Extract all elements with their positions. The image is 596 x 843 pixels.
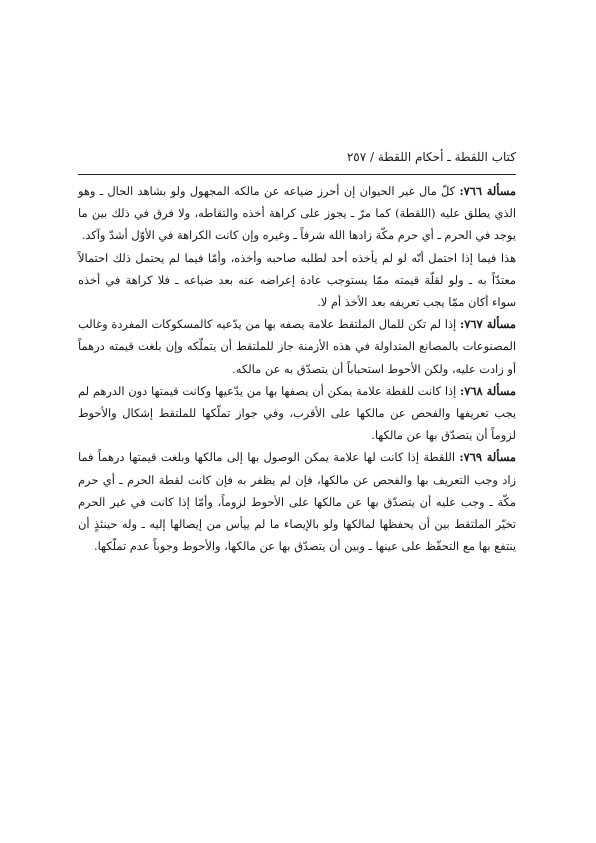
paragraph-text: كلّ مال غير الحيوان إن أحرز ضياعه عن مالكه المجهول ولو بشاهد الحال ـ وهو الذي يطلق عليه (اللقطة) كما مرّ ـ يجوز على كراهة أخذه والتقاطه، ولا فرق في ذلك بين ما يوجد في الحرم ـ أي حرم مكّة زادها الله شرفاً ـ وغيره وإن كانت الكراهة في الأوّل أشدّ وآكد.: [78, 184, 516, 243]
paragraph-text: إذا لم تكن للمال الملتقط علامة يصفه بها من يدّعيه كالمسكوكات المفردة وغالب المصنوعات بالمصانع المتداولة في هذه الأزمنة جاز للملتقط أن يتملّكه وإن بلغت قيمته درهماً أو زادت عليه، ولكن الأحوط استحباباً أن يتصدّق به عن مالكه.: [78, 317, 516, 376]
paragraph-issue-766: [78, 180, 516, 247]
header-rule: [78, 174, 516, 175]
paragraph-issue-767: [78, 313, 516, 380]
issue-label: مسألة ٧٦٩:: [459, 450, 517, 465]
paragraph-text: إذا كانت للقطة علامة يمكن أن يصفها بها من يدّعيها وكانت قيمتها دون الدرهم لم يجب تعريفها والفحص عن مالكها على الأقرب، وفي جواز تملّكها للملتقط إشكال والأحوط لزوماً أن يتصدّق بها عن مالكها.: [78, 383, 516, 443]
paragraph-issue-768: [78, 380, 516, 447]
running-header: كتاب اللقطة ـ أحكام اللقطة / ٢٥٧: [346, 150, 516, 164]
paragraph-issue-769: [78, 446, 516, 557]
issue-label: مسألة ٧٦٨:: [459, 383, 516, 398]
page-body: [78, 180, 516, 557]
paragraph-text: هذا فيما إذا احتمل أنّه لو لم يأخذه أحد لطلبه صاحبه وأخذه، وأمّا فيما لم يحتمل ذلك احتمالاً معتدّاً به ـ ولو لقلّة قيمته ممّا يستوجب عادة إعراضه عنه بعد ضياعه ـ فلا كراهة في أخذه سواء أكان ممّا يجب تعريفه بعد الأخذ أم لا.: [78, 250, 516, 310]
issue-label: مسألة ٧٦٧:: [459, 317, 516, 332]
issue-label: مسألة ٧٦٦:: [459, 184, 517, 198]
paragraph-continuation: [78, 247, 516, 314]
paragraph-text: اللقطة إذا كانت لها علامة يمكن الوصول بها إلى مالكها وبلغت قيمتها درهماً فما زاد وجب التعريف بها والفحص عن مالكها، فإن لم يظفر به فإن كانت لقطة الحرم ـ أي حرم مكّة ـ وجب عليه أن يتصدّق بها عن مالكها على الأحوط لزوماً، وأمّا إذا كانت في غير الحرم تخيّر الملتقط بين أن يحفظها لمالكها ولو بالإيصاء ما لم ييأس من إيصالها إليه ـ وله حينئذٍ أن ينتفع بها مع التحفّظ على عينها ـ وبين أن يتصدّق بها عن مالكها، والأحوط وجوباً عدم تملّكها.: [78, 450, 516, 554]
